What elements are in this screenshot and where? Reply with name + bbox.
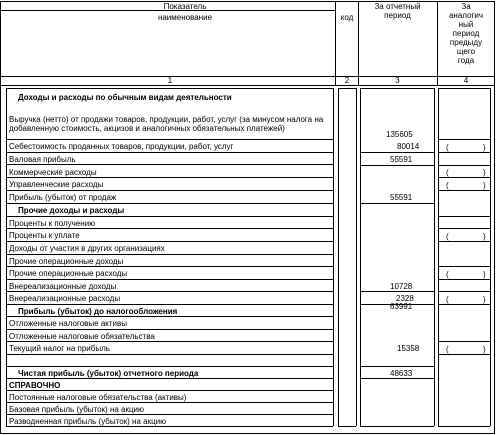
row-basic-eps: Базовая прибыль (убыток) на акцию (9, 405, 145, 414)
prev-row-divider (438, 228, 490, 229)
header-code: код (340, 13, 354, 22)
value-row-divider (360, 291, 434, 292)
row-deferred-tax-liabilities: Отложенные налоговые обязательства (9, 332, 155, 341)
header-indicator-title: Показатель (163, 2, 207, 11)
row-sales-profit: Прибыль (убыток) от продаж (9, 193, 117, 202)
row-revenue-line2: добавленную стоимость, акцизов и аналогичных обязательных платежей) (9, 124, 285, 133)
row-participation-income: Доходы от участия в других организациях (9, 244, 165, 253)
row-divider (6, 190, 333, 191)
current-col-right (434, 88, 435, 426)
header-current-period-2: период (384, 11, 411, 20)
prev-row-divider (438, 165, 490, 166)
body-frame-top (6, 88, 333, 89)
prev-row-divider (438, 304, 490, 305)
body-frame-right (333, 88, 334, 426)
row-admin-expenses: Управленческие расходы (9, 180, 104, 189)
row-divider (6, 164, 333, 165)
row-other-operating-income: Прочие операционные доходы (9, 257, 124, 266)
row-divider (6, 366, 333, 367)
row-divider (6, 203, 333, 204)
value-row-divider (360, 165, 434, 166)
value-non-operating-expenses: 2328 (396, 294, 414, 303)
header-prev-period-1: За (461, 2, 471, 11)
value-revenue: 135605 (386, 130, 413, 139)
current-col-bottom (360, 426, 434, 427)
row-divider (6, 291, 333, 292)
value-cost-of-sales: 80014 (397, 142, 420, 151)
row-interest-payable: Проценты к уплате (9, 231, 80, 240)
prev-row-divider (438, 279, 490, 280)
header-prev-period-6: щего (456, 47, 476, 56)
row-other-operating-expenses: Прочие операционные расходы (9, 269, 128, 278)
row-divider (6, 402, 333, 403)
row-revenue-line1: Выручка (нетто) от продажи товаров, продукции, работ, услуг (за минусом налога на (9, 115, 324, 124)
prev-row-divider (438, 139, 490, 140)
row-divider (6, 341, 333, 342)
body-frame-bottom (6, 426, 333, 427)
table-bottom-border (0, 433, 495, 434)
prev-row-divider (438, 241, 490, 242)
value-net-profit: 48633 (390, 369, 413, 378)
row-current-income-tax: Текущий налог на прибыль (9, 344, 110, 353)
header-indicator-name: наименование (157, 13, 213, 22)
prev-col-right (490, 88, 491, 426)
paren-open: ( (446, 295, 449, 304)
value-row-divider (360, 203, 434, 204)
prev-row-divider (438, 354, 490, 355)
header-prev-period-2: аналогич (448, 11, 484, 20)
header-prev-period-3: ный (458, 20, 474, 29)
value-pretax-profit: 63991 (390, 302, 413, 311)
section-reference: СПРАВОЧНО (9, 381, 61, 390)
prev-row-divider (438, 291, 490, 292)
paren-close: ) (483, 345, 486, 354)
header-prev-period-5: предыду (449, 38, 483, 47)
row-pretax-profit: Прибыль (убыток) до налогообложения (18, 307, 178, 316)
row-deferred-tax-assets: Отложенные налоговые активы (9, 319, 127, 328)
row-commercial-expenses: Коммерческие расходы (9, 168, 97, 177)
paren-close: ) (483, 270, 486, 279)
current-col-left (360, 88, 361, 426)
prev-row-divider (438, 177, 490, 178)
row-divider (6, 228, 333, 229)
row-divider (6, 254, 333, 255)
paren-open: ( (446, 270, 449, 279)
value-sales-profit: 55591 (390, 193, 413, 202)
row-divider (6, 316, 333, 317)
paren-close: ) (483, 168, 486, 177)
row-divider (6, 329, 333, 330)
row-interest-receivable: Проценты к получению (9, 219, 96, 228)
row-net-profit: Чистая прибыль (убыток) отчетного периода (18, 369, 199, 378)
section-ordinary-activities: Доходы и расходы по обычным видам деятельности (18, 93, 232, 102)
section-other-income: Прочие доходы и расходы (18, 206, 125, 215)
row-divider (6, 216, 333, 217)
row-permanent-tax-liabilities: Постоянные налоговые обязательства (активы) (9, 393, 187, 402)
row-divider (6, 414, 333, 415)
header-number-3: 3 (395, 76, 400, 85)
paren-close: ) (483, 143, 486, 152)
prev-row-divider (438, 216, 490, 217)
row-diluted-eps: Разводненная прибыль (убыток) на акцию (9, 417, 167, 426)
paren-open: ( (446, 181, 449, 190)
row-gross-profit: Валовая прибыль (9, 155, 76, 164)
value-gross-profit: 55591 (390, 155, 413, 164)
code-col-left (338, 88, 339, 426)
header-number-4: 4 (463, 76, 469, 85)
row-cost-of-sales: Себестоимость проданных товаров, продукции, работ, услуг (9, 142, 234, 151)
paren-open: ( (446, 143, 449, 152)
row-divider (6, 390, 333, 391)
row-divider (6, 304, 333, 305)
row-non-operating-income: Внереализационные доходы (9, 282, 117, 291)
row-divider (6, 139, 333, 140)
current-col-top (360, 88, 434, 89)
value-row-divider (360, 152, 434, 153)
value-current-income-tax: 15358 (397, 344, 420, 353)
row-divider (6, 354, 333, 355)
prev-row-divider (438, 341, 490, 342)
value-row-divider (360, 378, 434, 379)
row-divider (6, 279, 333, 280)
prev-row-divider (438, 266, 490, 267)
paren-close: ) (483, 232, 486, 241)
paren-open: ( (446, 168, 449, 177)
row-non-operating-expenses: Внереализационные расходы (9, 294, 121, 303)
value-row-divider (360, 366, 434, 367)
code-col-bottom (338, 426, 356, 427)
header-current-period-1: За отчетный (374, 2, 421, 11)
code-col-right (356, 88, 357, 426)
value-non-operating-income: 10728 (390, 282, 413, 291)
code-col-top (338, 88, 356, 89)
header-number-1: 1 (167, 76, 173, 85)
prev-col-top (438, 88, 490, 89)
prev-col-bottom (438, 426, 490, 427)
row-divider (6, 177, 333, 178)
header-number-divider (0, 85, 495, 86)
row-divider (6, 152, 333, 153)
paren-close: ) (483, 295, 486, 304)
table-left-border (0, 1, 1, 434)
paren-open: ( (446, 345, 449, 354)
row-divider (6, 266, 333, 267)
prev-row-divider (438, 152, 490, 153)
row-divider (6, 241, 333, 242)
paren-open: ( (446, 232, 449, 241)
header-number-2: 2 (344, 76, 350, 85)
header-prev-period-4: период (452, 29, 480, 38)
header-prev-period-7: года (457, 56, 475, 65)
paren-close: ) (483, 181, 486, 190)
row-divider (6, 378, 333, 379)
table-right-border (494, 1, 495, 434)
prev-row-divider (438, 190, 490, 191)
